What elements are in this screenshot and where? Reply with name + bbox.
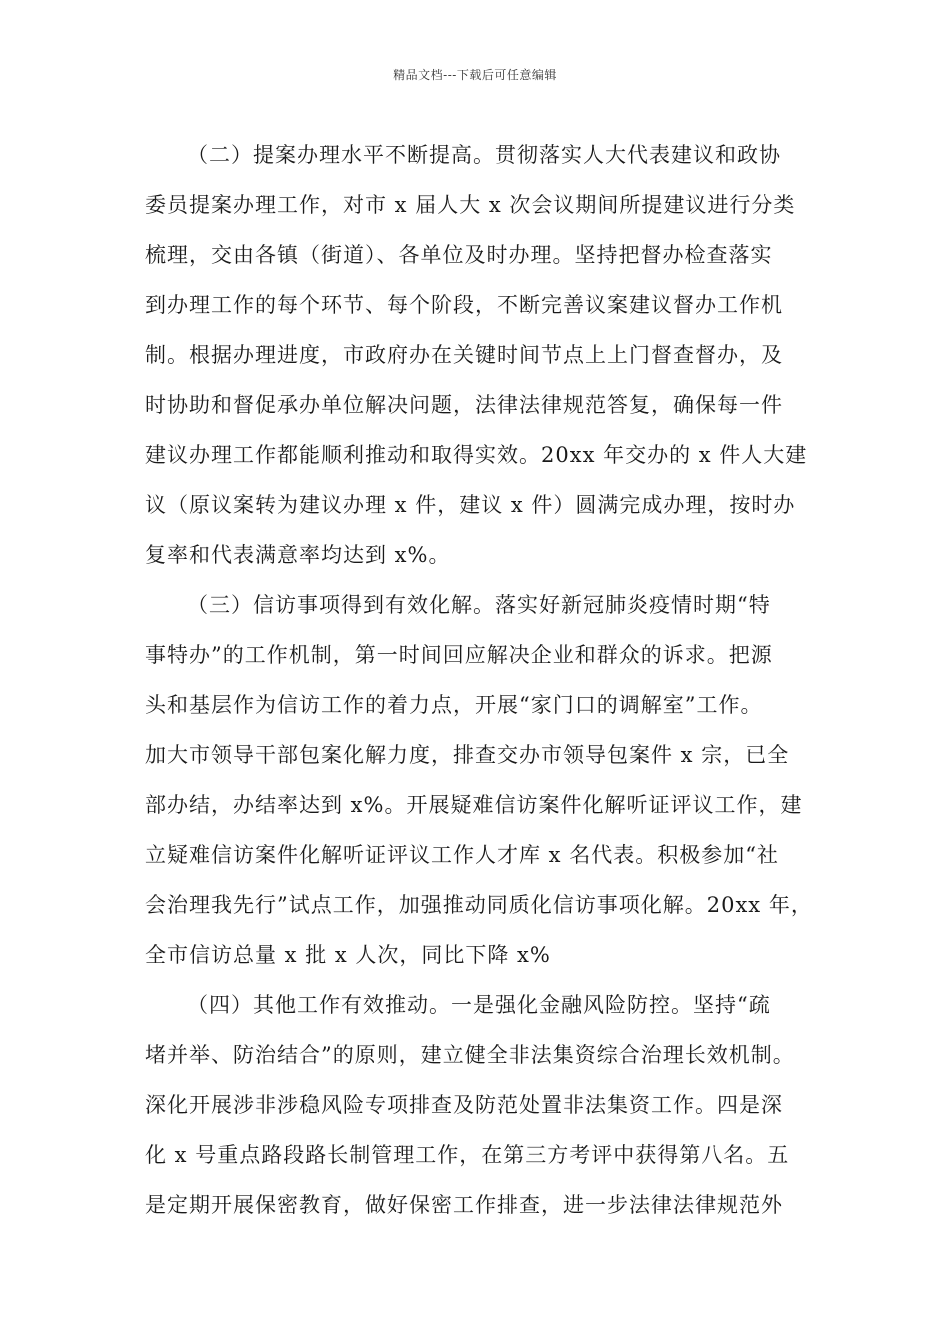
text-line: 建议办理工作都能顺利推动和取得实效。20xx 年交办的 x 件人大建 [145, 443, 808, 467]
text-line: 事特办”的工作机制，第一时间回应解决企业和群众的诉求。把源 [145, 643, 773, 667]
page-header: 精品文档---下载后可任意编辑 [393, 68, 557, 82]
text-line: 加大市领导干部包案化解力度，排查交办市领导包案件 x 宗，已全 [145, 743, 790, 767]
text-line: 到办理工作的每个环节、每个阶段，不断完善议案建议督办工作机 [145, 293, 783, 317]
text-line: 部办结，办结率达到 x%。开展疑难信访案件化解听证评议工作，建 [145, 793, 803, 817]
text-line: 深化开展涉非涉稳风险专项排查及防范处置非法集资工作。四是深 [145, 1093, 783, 1117]
text-line: 会治理我先行”试点工作，加强推动同质化信访事项化解。20xx 年， [145, 893, 813, 917]
text-line: 制。根据办理进度，市政府办在关键时间节点上上门督查督办，及 [145, 343, 783, 367]
text-line: 时协助和督促承办单位解决问题，法律法律规范答复，确保每一件 [145, 393, 783, 417]
text-line: 委员提案办理工作，对市 x 届人大 x 次会议期间所提建议进行分类 [145, 193, 796, 217]
text-line: 复率和代表满意率均达到 x%。 [145, 543, 451, 567]
text-line: 是定期开展保密教育，做好保密工作排查，进一步法律法律规范外 [145, 1193, 783, 1217]
text-line: 梳理，交由各镇（街道）、各单位及时办理。坚持把督办检查落实 [145, 243, 773, 267]
text-line: （四）其他工作有效推动。一是强化金融风险防控。坚持“疏 [187, 993, 771, 1017]
text-line: 全市信访总量 x 批 x 人次，同比下降 x% [145, 943, 551, 967]
text-line: （三）信访事项得到有效化解。落实好新冠肺炎疫情时期“特 [187, 593, 771, 617]
text-line: 头和基层作为信访工作的着力点，开展“家门口的调解室”工作。 [145, 693, 763, 717]
text-line: 堵并举、防治结合”的原则，建立健全非法集资综合治理长效机制。 [145, 1043, 795, 1067]
text-line: 立疑难信访案件化解听证评议工作人才库 x 名代表。积极参加“社 [145, 843, 779, 867]
text-line: 化 x 号重点路段路长制管理工作，在第三方考评中获得第八名。五 [145, 1143, 790, 1167]
text-line: 议（原议案转为建议办理 x 件，建议 x 件）圆满完成办理，按时办 [145, 493, 796, 517]
paragraph-petitions [145, 580, 815, 980]
text-line: （二）提案办理水平不断提高。贯彻落实人大代表建议和政协 [187, 143, 781, 167]
document-body [145, 130, 815, 1230]
paragraph-proposals [145, 130, 815, 580]
paragraph-other-work [145, 980, 815, 1230]
